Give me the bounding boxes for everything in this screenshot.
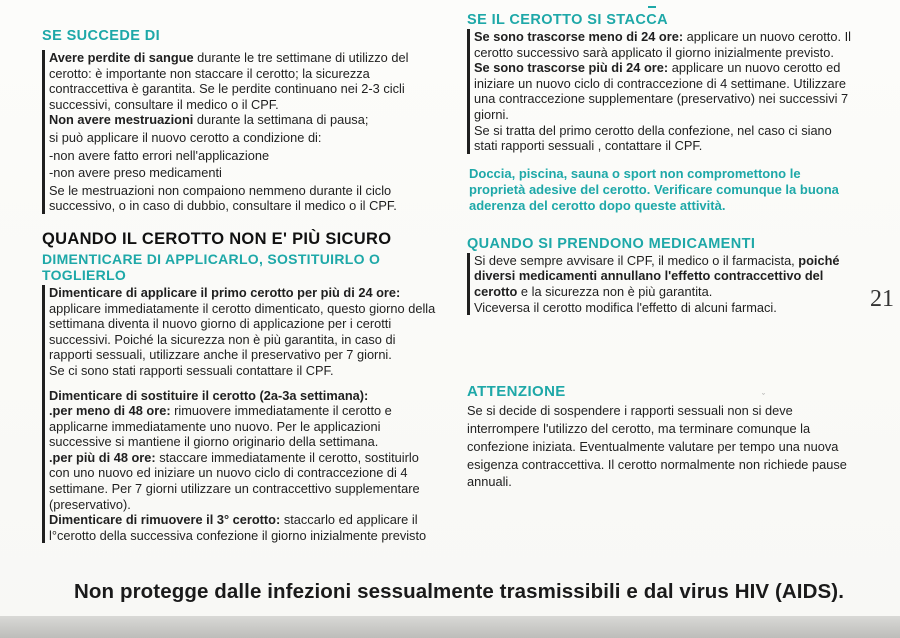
perdite-paragraph bbox=[49, 50, 437, 112]
page-number: 21 bbox=[870, 286, 894, 312]
primo-cerotto-bold: Dimenticare di applicare il primo cerotto per più di 24 ore: bbox=[49, 284, 401, 300]
meno-24-bold: Se sono trascorse meno di 24 ore: bbox=[474, 29, 684, 44]
medicamenti-block bbox=[467, 253, 857, 315]
primo-cerotto-paragraph bbox=[49, 285, 437, 363]
section-title-medicamenti: QUANDO SI PRENDONO MEDICAMENTI bbox=[467, 235, 756, 252]
piu-48-paragraph bbox=[49, 450, 437, 512]
piu-24-bold: Se sono trascorse più di 24 ore: bbox=[474, 60, 669, 76]
viceversa-paragraph: Viceversa il cerotto modifica l'effetto di alcuni farmaci. bbox=[474, 299, 777, 315]
mestruazioni-text: durante la settimana di pausa; bbox=[193, 112, 369, 128]
perdite-bold: Avere perdite di sangue bbox=[49, 50, 194, 65]
hiv-warning: Non protegge dalle infezioni sessualmente trasmissibili e dal virus HIV (AIDS). bbox=[74, 580, 845, 603]
piu-48-bold: .per più di 48 ore: bbox=[49, 449, 156, 465]
mestruazioni-paragraph bbox=[49, 112, 437, 128]
attenzione-text: Se si decide di sospendere i rapporti sessuali non si deve interrompere l'utilizzo del cerotto, ma terminare comunque la confezione iniziata. Eventualmente valutare per tempo una nuova esigenza contraccettiva. Il cerotto normalmente non richiede pause annuali. bbox=[467, 403, 847, 490]
right-column bbox=[467, 12, 857, 491]
medicamenti-text-a: Si deve sempre avvisare il CPF, il medico o il farmacista, bbox=[474, 252, 799, 268]
primo-confezione-paragraph: Se si tratta del primo cerotto della confezione, nel caso ci siano stati rapporti sessuali , contattare il CPF. bbox=[474, 122, 832, 154]
medicamenti-text-c: e la sicurezza non è più garantita. bbox=[517, 283, 713, 299]
mestruazioni-followup: Se le mestruazioni non compaiono nemmeno durante il ciclo successivo, o in caso di dubbio, consultare il medico o il CPF. bbox=[49, 182, 397, 214]
sostituire-title-bold: Dimenticare di sostituire il cerotto (2a-3a settimana): bbox=[49, 387, 369, 403]
teal-marker bbox=[648, 6, 656, 8]
medicamenti-paragraph bbox=[474, 253, 857, 300]
section-title-non-sicuro: QUANDO IL CEROTTO NON E' PIÙ SICURO bbox=[42, 229, 392, 248]
sostituire-title bbox=[49, 388, 437, 404]
section-title-se-succede-di: SE SUCCEDE DI bbox=[42, 28, 160, 44]
mestruazioni-bold: Non avere mestruazioni bbox=[49, 112, 194, 128]
si-stacca-block bbox=[467, 29, 857, 154]
condizione-item-2: -non avere preso medicamenti bbox=[49, 165, 222, 181]
subsection-dimenticare: DIMENTICARE DI APPLICARLO, SOSTITUIRLO O TOGLIERLO bbox=[42, 250, 381, 283]
section-title-si-stacca: SE IL CEROTTO SI STACCA bbox=[467, 12, 668, 28]
se-succede-block bbox=[42, 50, 437, 214]
scan-speck: ˇ bbox=[762, 392, 765, 402]
meno-48-paragraph bbox=[49, 403, 437, 450]
primo-cerotto-text: applicare immediatamente il cerotto dimenticato, questo giorno della settimana diventa il nuovo giorno di applicazione per i cerotti successivi. Poiché la sicurezza non è più garantita, in caso di rapporti sessuali, utilizzare anche il preservativo per 7 giorni. bbox=[49, 300, 436, 363]
non-sicuro-block bbox=[42, 285, 437, 544]
perdite-text: durante le tre settimane di utilizzo del cerotto: è importante non staccare il cerotto; la sicurezza contraccettiva è garantita. Se le perdite continuano nei 2-3 cicli successivi, consultare il medico o il CPF. bbox=[49, 50, 409, 112]
meno-24-text: applicare un nuovo cerotto. Il cerotto successivo sarà applicato il giorno inizialmente previsto. bbox=[474, 29, 851, 60]
adesive-note: Doccia, piscina, sauna o sport non compromettono le proprietà adesive del cerotto. Verificare comunque la buona aderenza del cerotto dopo queste attività. bbox=[469, 165, 839, 213]
section-title-attenzione: ATTENZIONE bbox=[467, 383, 566, 401]
meno-24-paragraph bbox=[474, 29, 857, 60]
rimuovere-paragraph bbox=[49, 512, 437, 543]
page-edge-shadow bbox=[0, 616, 900, 638]
rimuovere-text: staccarlo ed applicare il l°cerotto della successiva confezione il giorno inizialmente previsto bbox=[49, 512, 427, 543]
primo-cerotto-tail: Se ci sono stati rapporti sessuali contattare il CPF. bbox=[49, 362, 334, 378]
meno-48-bold: .per meno di 48 ore: bbox=[49, 403, 171, 419]
condizione-item-1: -non avere fatto errori nell'applicazione bbox=[49, 147, 270, 163]
piu-24-paragraph bbox=[474, 60, 857, 122]
rimuovere-bold: Dimenticare di rimuovere il 3° cerotto: bbox=[49, 512, 281, 528]
medicamenti-bold: poiché diversi medicamenti annullano l'effetto contraccettivo del cerotto bbox=[474, 252, 840, 299]
meno-48-text: rimuovere immediatamente il cerotto e applicarne immediatamente uno nuovo. Per le applicazioni successive si mantiene il giorno originario della settimana. bbox=[49, 403, 392, 450]
piu-48-text: staccare immediatamente il cerotto, sostituirlo con uno nuovo ed iniziare un nuovo ciclo di contraccezione di 4 settimane. Per 7 giorni utilizzare un contraccettivo supplementare (preservativo). bbox=[49, 449, 420, 512]
left-column bbox=[42, 28, 437, 543]
piu-24-text: applicare un nuovo cerotto ed iniziare un nuovo ciclo di contraccezione di 4 settimane. Utilizzare una contraccezione supplementare (preservativo) nei successivi 7 giorni. bbox=[474, 60, 849, 122]
condizione-line: si può applicare il nuovo cerotto a condizione di: bbox=[49, 129, 322, 145]
